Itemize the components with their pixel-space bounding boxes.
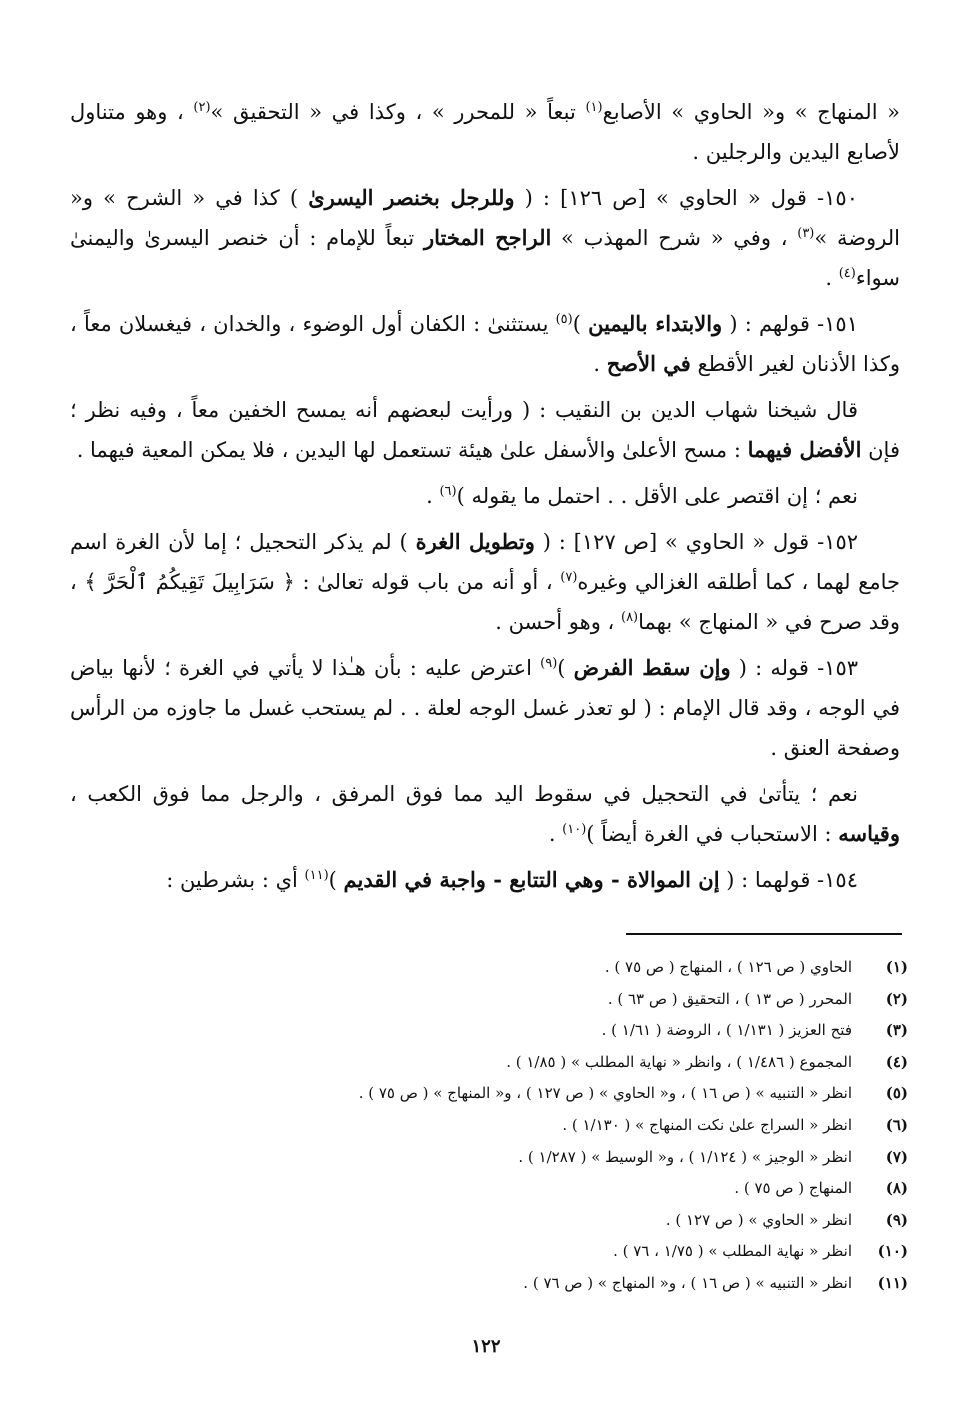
- footnote-text: انظر « التنبيه » ( ص ١٦ ) ، و« الحاوي » ( ص ١٢٧ ) ، و« المنهاج » ( ص ٧٥ ) .: [358, 1084, 852, 1103]
- footnote-text: انظر « نهاية المطلب » ( ١/٧٥ ، ٧٦ ) .: [613, 1242, 852, 1261]
- footnotes: [200, 952, 908, 1300]
- footnote-text: الحاوي ( ص ١٢٦ ) ، المنهاج ( ص ٧٥ ) .: [604, 958, 852, 976]
- footnote: [200, 984, 908, 1016]
- footnote-text: انظر « الوجيز » ( ١/١٢٤ ) ، و« الوسيط » ( ١/٢٨٧ ) .: [518, 1147, 852, 1166]
- paragraph-150: ١٥٠- قول « الحاوي » [ص ١٢٦] : ( وللرجل بخنصر اليسرىٰ ) كذا في « الشرح » و« الروضة »$^{(٣)}$ ، وفي « شرح المهذب » الراجح المختار تبعاً للإمام : أن خنصر اليسرىٰ واليمنىٰ سواء$^{(٤)}$ .: [70, 185, 901, 290]
- footnote-text: انظر « التنبيه » ( ص ١٦ ) ، و« المنهاج » ( ص ٧٦ ) .: [523, 1273, 852, 1292]
- main-text: [70, 92, 900, 906]
- footnote: [200, 1142, 908, 1174]
- paragraph-naam-2: نعم ؛ يتأتىٰ في التحجيل في سقوط اليد مما فوق المرفق ، والرجل مما فوق الكعب ، وقياسه : الاستحباب في الغرة أيضاً )$^{(١٠)}$ .: [70, 782, 900, 846]
- footnote-text: انظر « الحاوي » ( ص ١٢٧ ) .: [665, 1210, 852, 1229]
- footnote-text: المنهاج ( ص ٧٥ ) .: [734, 1179, 852, 1198]
- footnote-number: (١١): [877, 1273, 908, 1292]
- footnote: [200, 1268, 908, 1300]
- paragraph-quote: قال شيخنا شهاب الدين بن النقيب : ( ورأيت لبعضهم أنه يمسح الخفين معاً ، وفيه نظر ؛ فإن الأفضل فيهما : مسح الأعلىٰ والأسفل علىٰ هيئة تستعمل لها اليدين ، فلا يمكن المعية فيهما .: [70, 398, 900, 462]
- footnote: [200, 1110, 908, 1142]
- footnote-number: (٩): [885, 1210, 908, 1229]
- footnote: [200, 1015, 908, 1047]
- footnote: [200, 1173, 908, 1205]
- footnote-number: (٢): [885, 989, 908, 1008]
- footnote: [200, 1236, 908, 1268]
- footnote: [200, 952, 908, 984]
- footnote-number: (٣): [885, 1021, 908, 1040]
- footnote-text: المحرر ( ص ١٣ ) ، التحقيق ( ص ٦٣ ) .: [607, 989, 852, 1008]
- paragraph-154: ١٥٤- قولهما : ( إن الموالاة - وهي التتابع - واجبة في القديم )$^{(١١)}$ أي : بشرطين :: [166, 867, 858, 892]
- footnote-number: (٥): [885, 1084, 908, 1103]
- footnote-number: (٤): [885, 1052, 908, 1071]
- footnote-number: (٦): [885, 1115, 908, 1134]
- footnote-text: المجموع ( ١/٤٨٦ ) ، وانظر « نهاية المطلب » ( ١/٨٥ ) .: [506, 1052, 852, 1071]
- footnote: [200, 1205, 908, 1237]
- page-number: ١٢٢: [471, 1336, 501, 1357]
- footnote-text: انظر « السراج علىٰ نكت المنهاج » ( ١/١٣٠ ) .: [562, 1115, 852, 1134]
- footnote-number: (١): [885, 958, 908, 976]
- footnote-text: فتح العزيز ( ١/١٣١ ) ، الروضة ( ١/٦١ ) .: [601, 1021, 852, 1040]
- paragraph-naam: نعم ؛ إن اقتصر على الأقل . . احتمل ما يقوله )$^{(٦)}$ .: [426, 484, 858, 508]
- footnote: [200, 1078, 908, 1110]
- footnote: [200, 1047, 908, 1079]
- paragraph-152: ١٥٢- قول « الحاوي » [ص ١٢٧] : ( وتطويل الغرة ) لم يذكر التحجيل ؛ إما لأن الغرة اسم جامع لهما ، كما أطلقه الغزالي وغيره$^{(٧)}$ ، أو أنه من باب قوله تعالىٰ : ﴿ سَرَابِيلَ تَقِيكُمُ ٱلْحَرَّ ﴾ ، وقد صرح في « المنهاج » بهما$^{(٨)}$ ، وهو أحسن .: [70, 529, 900, 634]
- paragraph-151: ١٥١- قولهم : ( والابتداء باليمين )$^{(٥)}$ يستثنىٰ : الكفان أول الوضوء ، والخدان ، فيغسلان معاً ، وكذا الأذنان لغير الأقطع في الأصح .: [70, 311, 900, 376]
- footnote-number: (٨): [885, 1179, 908, 1198]
- footnote-divider: [626, 933, 902, 935]
- footnote-number: (٧): [885, 1147, 908, 1166]
- paragraph-153: ١٥٣- قوله : ( وإن سقط الفرض )$^{(٩)}$ اعترض عليه : بأن هـٰذا لا يأتي في الغرة ؛ لأنها بياض في الوجه ، وقد قال الإمام : ( لو تعذر غسل الوجه لعلة . . لم يستحب غسل ما جاوزه من الرأس وصفحة العنق .: [70, 655, 900, 760]
- paragraph-continuation: « المنهاج » و« الحاوي » الأصابع$^{(١)}$ تبعاً « للمحرر » ، وكذا في « التحقيق »$^{(٢)}$ ، وهو متناول لأصابع اليدين والرجلين .: [70, 100, 900, 164]
- footnote-number: (١٠): [877, 1242, 908, 1261]
